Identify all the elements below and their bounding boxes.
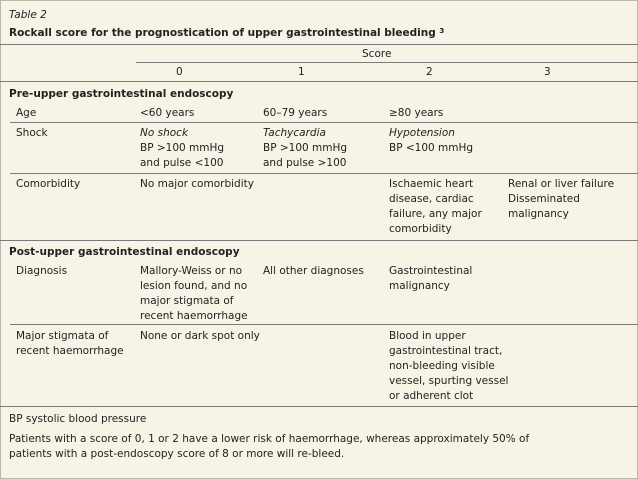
section-heading-post: Post-upper gastrointestinal endoscopy: [9, 246, 240, 258]
shock-score-1-line: BP >100 mmHg: [263, 142, 348, 154]
row-label-shock: Shock: [16, 127, 48, 139]
row-label-age: Age: [16, 107, 37, 119]
row-rule: [10, 122, 638, 123]
shock-score-2-line: BP <100 mmHg: [389, 142, 474, 154]
score-column-1: 1: [298, 66, 305, 78]
row-label-stigmata-line: recent haemorrhage: [16, 345, 124, 357]
comorbidity-score-3-line: Disseminated: [508, 193, 580, 205]
title-reference: 3: [439, 27, 445, 35]
comorbidity-score-2-line: failure, any major: [389, 208, 482, 220]
stigmata-score-0: None or dark spot only: [140, 330, 260, 342]
comorbidity-score-2-line: disease, cardiac: [389, 193, 474, 205]
row-rule: [10, 173, 638, 174]
score-column-3: 3: [544, 66, 551, 78]
score-header: Score: [362, 48, 392, 60]
footnote-line: Patients with a score of 0, 1 or 2 have a lower risk of haemorrhage, whereas approximately 50% of: [9, 433, 530, 445]
row-label-diagnosis: Diagnosis: [16, 265, 68, 277]
section-heading-pre: Pre-upper gastrointestinal endoscopy: [9, 88, 234, 100]
shock-score-0-line: and pulse <100: [140, 157, 224, 169]
comorbidity-score-3-line: Renal or liver failure: [508, 178, 615, 190]
comorbidity-score-2-line: comorbidity: [389, 223, 452, 235]
stigmata-score-2-line: vessel, spurting vessel: [389, 375, 509, 387]
bottom-rule: [0, 406, 638, 407]
stigmata-score-2-line: gastrointestinal tract,: [389, 345, 503, 357]
comorbidity-score-0: No major comorbidity: [140, 178, 254, 190]
row-label-stigmata-line: Major stigmata of: [16, 330, 109, 342]
diagnosis-score-0-line: recent haemorrhage: [140, 310, 248, 322]
footnote-line: patients with a post-endoscopy score of 8 or more will re-bleed.: [9, 448, 345, 460]
table-title: [9, 27, 444, 40]
age-score-0: <60 years: [140, 107, 195, 119]
table-label: Table 2: [9, 9, 47, 21]
stigmata-score-2-line: or adherent clot: [389, 390, 474, 402]
score-rule: [136, 62, 638, 63]
table-title-text: Rockall score for the prognostication of upper gastrointestinal bleeding: [9, 27, 436, 39]
diagnosis-score-0-line: major stigmata of: [140, 295, 234, 307]
diagnosis-score-0-line: lesion found, and no: [140, 280, 248, 292]
diagnosis-score-2-line: Gastrointestinal: [389, 265, 473, 277]
row-rule: [10, 324, 638, 325]
footnote-abbreviation: BP systolic blood pressure: [9, 413, 147, 425]
stigmata-score-2-line: non-bleeding visible: [389, 360, 495, 372]
row-label-comorbidity: Comorbidity: [16, 178, 81, 190]
diagnosis-score-2-line: malignancy: [389, 280, 450, 292]
comorbidity-score-2-line: Ischaemic heart: [389, 178, 474, 190]
score-column-0: 0: [176, 66, 183, 78]
shock-score-0-line: BP >100 mmHg: [140, 142, 225, 154]
score-column-2: 2: [426, 66, 433, 78]
top-rule: [0, 44, 638, 45]
shock-score-1-title: Tachycardia: [263, 127, 326, 139]
shock-score-0-title: No shock: [140, 127, 189, 139]
shock-score-2-title: Hypotension: [389, 127, 455, 139]
age-score-2: ≥80 years: [389, 107, 444, 119]
diagnosis-score-1: All other diagnoses: [263, 265, 364, 277]
diagnosis-score-0-line: Mallory-Weiss or no: [140, 265, 243, 277]
shock-score-1-line: and pulse >100: [263, 157, 347, 169]
comorbidity-score-3-line: malignancy: [508, 208, 569, 220]
section-rule: [0, 240, 638, 241]
header-rule: [0, 81, 638, 82]
stigmata-score-2-line: Blood in upper: [389, 330, 466, 342]
age-score-1: 60–79 years: [263, 107, 328, 119]
